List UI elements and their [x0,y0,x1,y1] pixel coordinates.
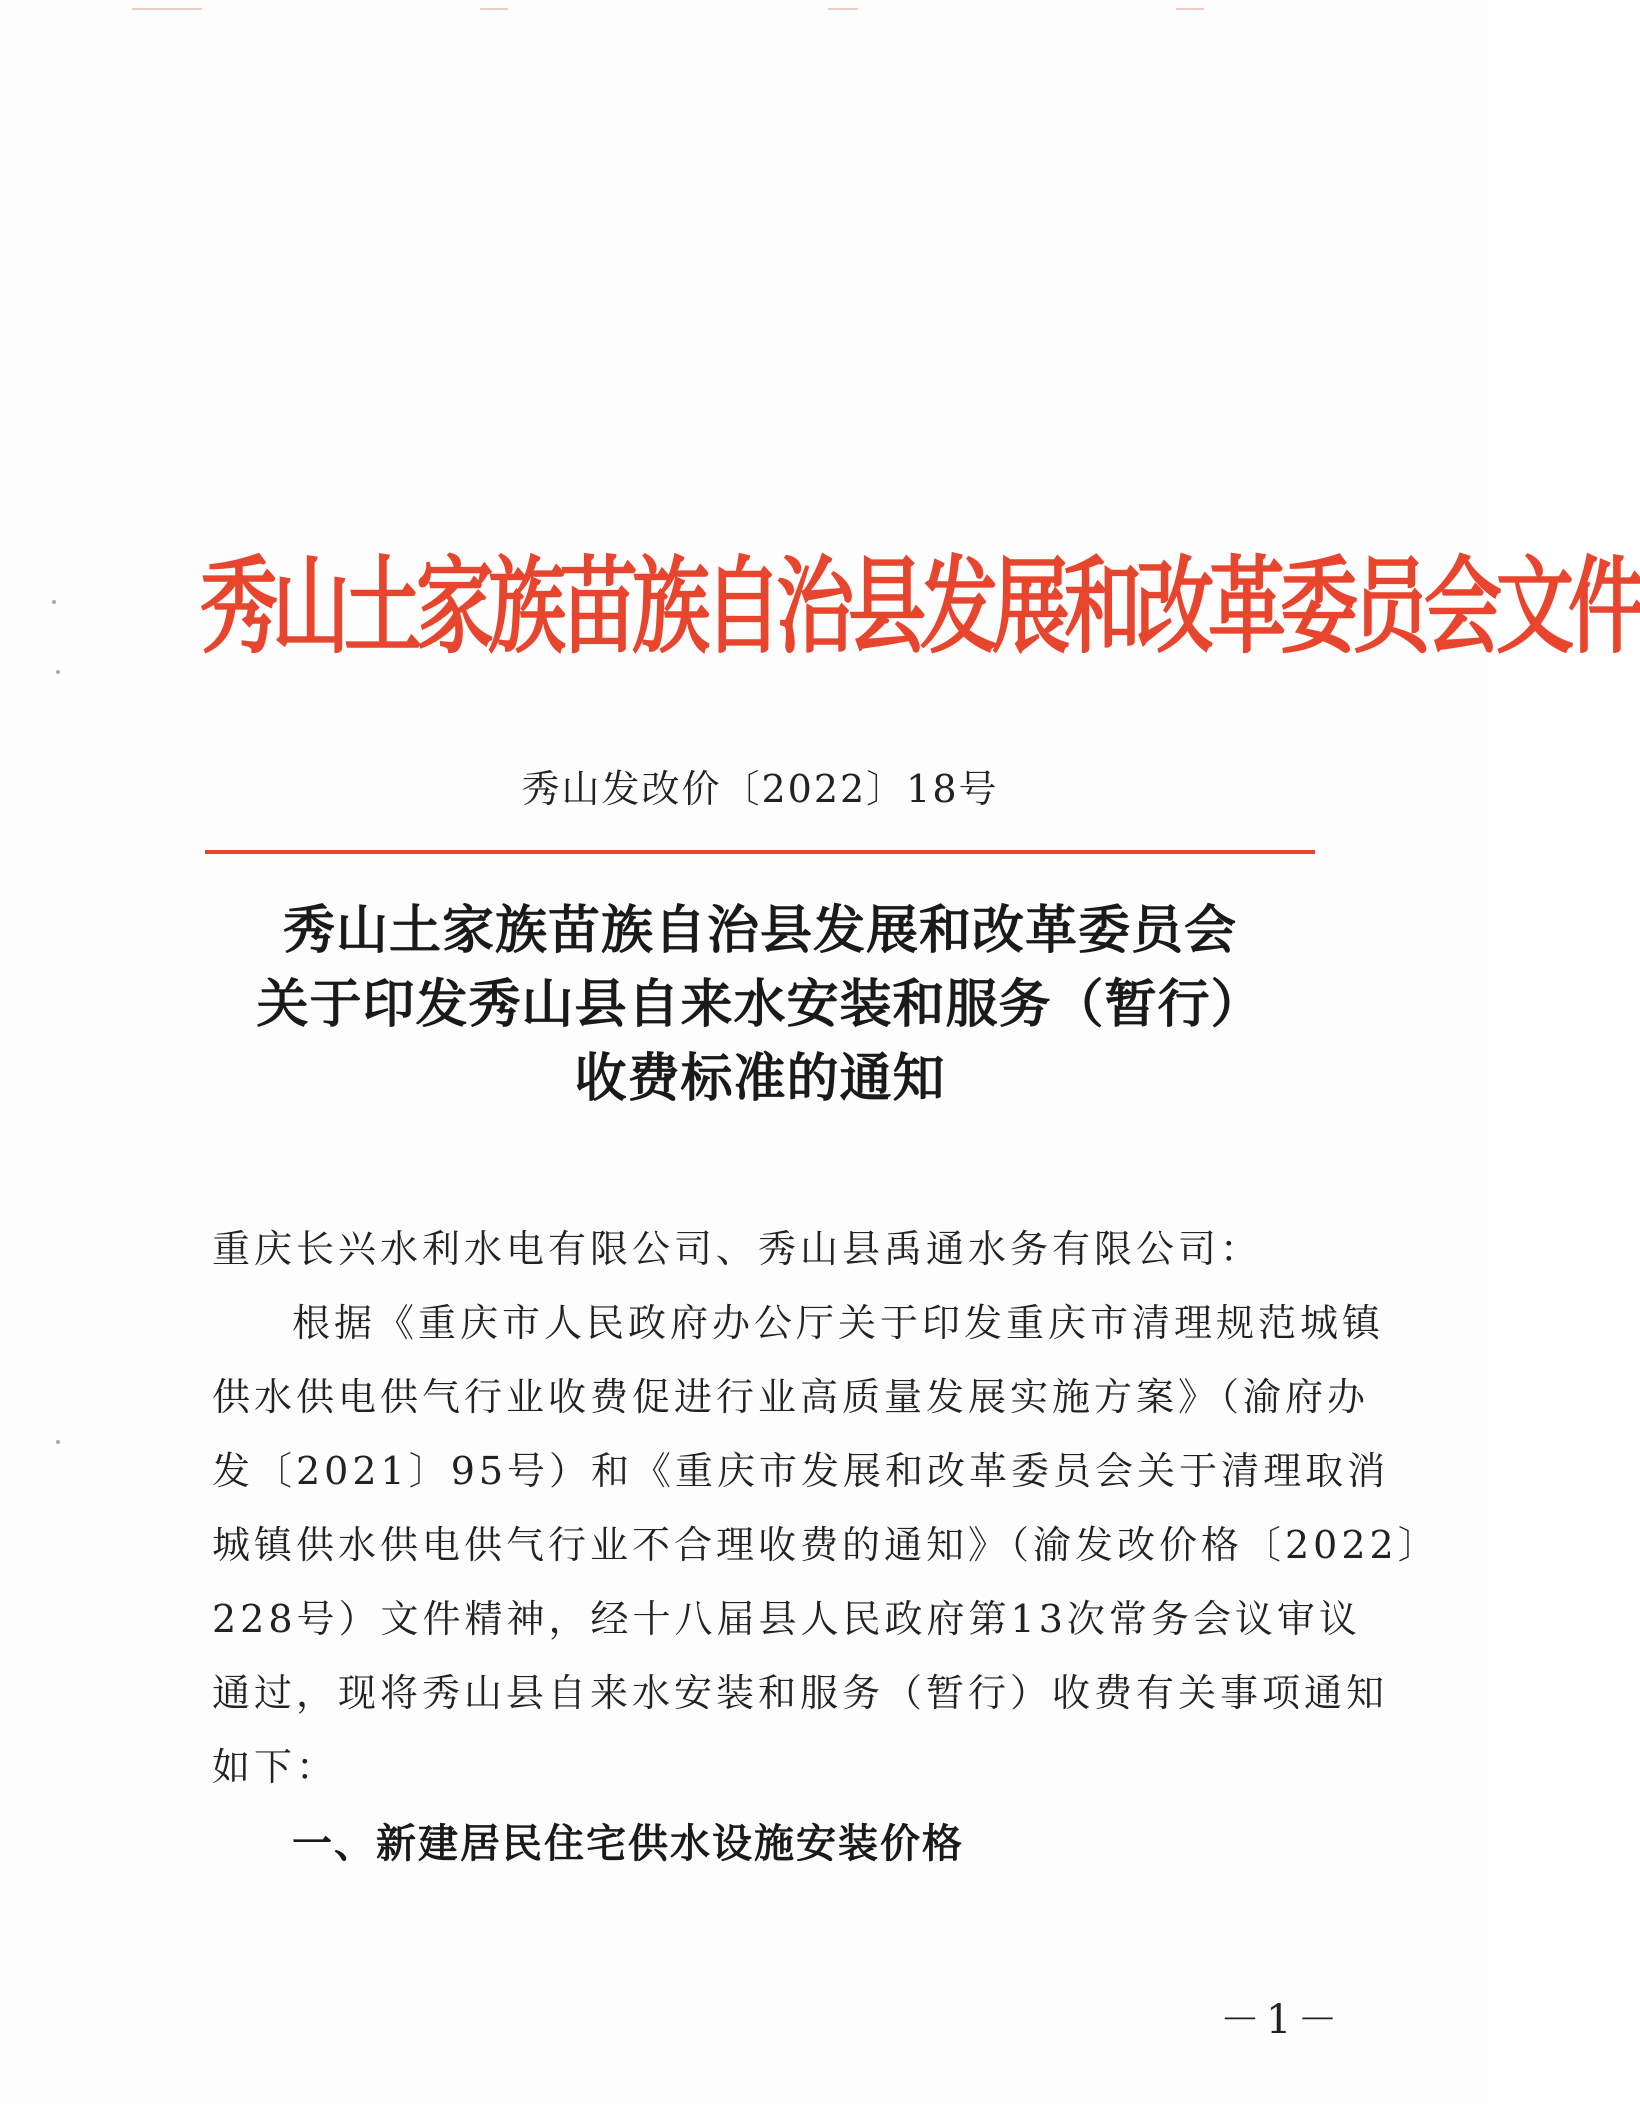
scan-speck [52,600,56,604]
scan-artifact [1176,8,1204,10]
body-line: 供水供电供气行业收费促进行业高质量发展实施方案》（渝府办 [212,1375,1370,1419]
body-line: 通过，现将秀山县自来水安装和服务（暂行）收费有关事项通知 [212,1671,1389,1715]
page-number: －1－ [1220,1997,1344,2043]
notice-title-line-3: 收费标准的通知 [574,1048,946,1109]
scan-speck [56,670,60,674]
scan-artifact [132,8,202,10]
scan-artifact [480,8,508,10]
addressee-line: 重庆长兴水利水电有限公司、秀山县禹通水务有限公司： [212,1227,1263,1271]
body-line: 228号）文件精神，经十八届县人民政府第13次常务会议审议 [212,1597,1361,1641]
body-line: 如下： [212,1745,339,1789]
scan-speck [56,1440,60,1444]
body-line: 城镇供水供电供气行业不合理收费的通知》（渝发改价格〔2022〕 [212,1523,1440,1567]
body-line: 发〔2021〕95号）和《重庆市发展和改革委员会关于清理取消 [212,1449,1390,1493]
document-number: 秀山发改价〔2022〕18号 [521,767,999,811]
notice-title-line-2: 关于印发秀山县自来水安装和服务（暂行） [256,974,1264,1035]
red-divider-line [205,850,1315,854]
notice-title-line-1: 秀山土家族苗族自治县发展和改革委员会 [282,900,1237,961]
body-line: 根据《重庆市人民政府办公厅关于印发重庆市清理规范城镇 [292,1301,1385,1345]
section-heading: 一、新建居民住宅供水设施安装价格 [292,1821,964,1867]
agency-header-title: 秀山土家族苗族自治县发展和改革委员会文件 [200,547,1640,669]
scan-artifact [828,8,858,10]
